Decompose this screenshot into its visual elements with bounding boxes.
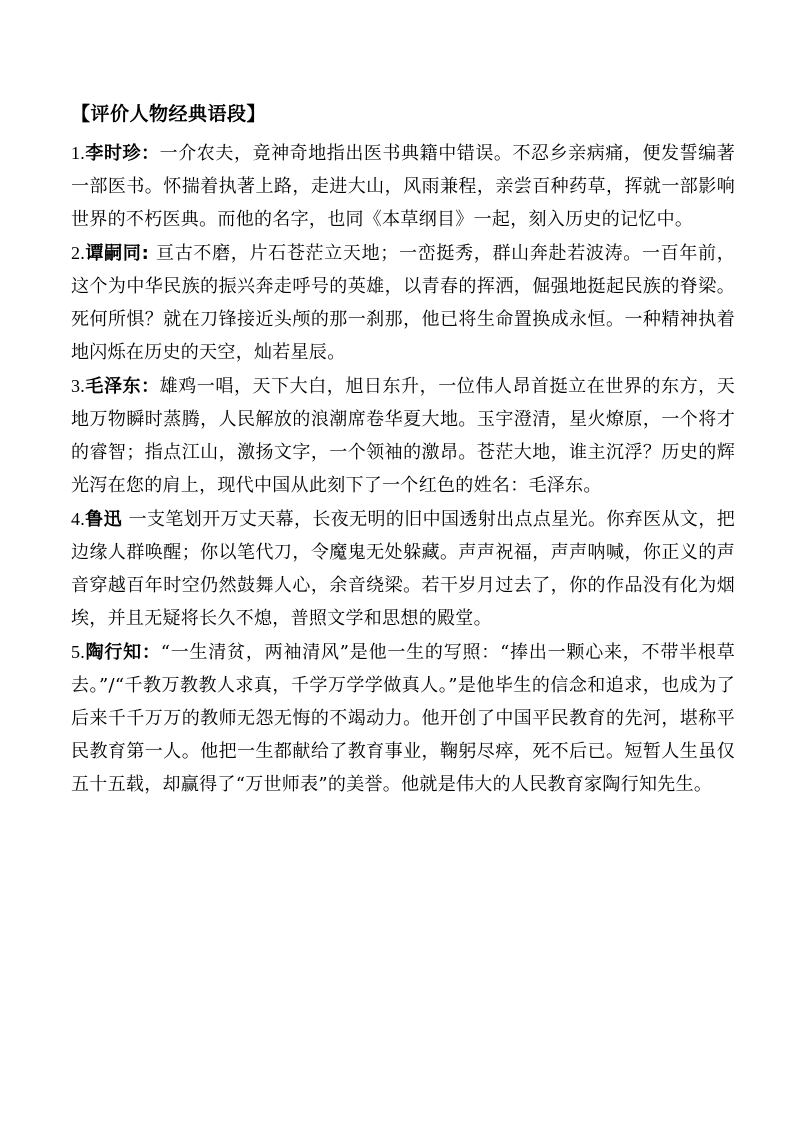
entry-name: 鲁迅 [85,509,122,530]
entry-separator [122,509,129,530]
entry-tan-sitong [71,237,735,369]
entry-number: 5. [71,642,86,662]
entry-mao-zedong [71,370,735,502]
entry-text: 一介农夫，竟神奇地指出医书典籍中错误。不忍乡亲病痛，便发誓编著一部医书。怀揣着执著上路，走进大山，风雨兼程，亲尝百种药草，挥就一部影响世界的不朽医典。而他的名字，也同《本草纲目》一起，刻入历史的记忆中。 [71,143,736,230]
entry-name: 谭嗣同 [85,243,142,264]
section-heading: 【评价人物经典语段】 [71,103,267,125]
entry-name: 陶行知 [85,642,142,663]
entry-separator: ： [141,143,160,164]
entry-lu-xun [71,503,735,635]
entry-text: 亘古不磨，片石苍茫立天地；一峦挺秀，群山奔赴若波涛。一百年前，这个为中华民族的振兴奔走呼号的英雄，以青春的挥洒，倔强地挺起民族的脊梁。死何所惧？就在刀锋接近头颅的那一刹那，他已将生命置换成永恒。一种精神执着地闪烁在历史的天空，灿若星辰。 [71,243,736,363]
entry-li-shizhen [71,137,735,236]
entry-text: 一支笔划开万丈天幕，长夜无明的旧中国透射出点点星光。你弃医从文，把边缘人群唤醒；你以笔代刀，令魔鬼无处躲藏。声声祝福，声声呐喊，你正义的声音穿越百年时空仍然鼓舞人心，余音绕梁。若干岁月过去了，你的作品没有化为烟埃，并且无疑将长久不熄，普照文学和思想的殿堂。 [71,509,735,629]
document-page [71,97,735,802]
entry-text: “一生清贫，两袖清风”是他一生的写照：“捧出一颗心来，不带半根草去。”/“千教万教教人求真，千学万学学做真人。”是他毕生的信念和追求，也成为了后来千千万万的教师无怨无悔的不竭动力。他开创了中国平民教育的先河，堪称平民教育第一人。他把一生都献给了教育事业，鞠躬尽瘁，死不后已。短暂人生虽仅五十五载，却赢得了“万世师表”的美誉。他就是伟大的人民教育家陶行知先生。 [71,642,735,795]
entry-number: 2. [71,243,86,263]
entry-name: 李时珍 [85,143,142,164]
entry-separator: ： [141,642,161,663]
entry-number: 3. [71,376,86,396]
entry-tao-xingzhi [71,636,735,801]
entry-separator: ： [141,376,160,397]
entry-name: 毛泽东 [85,376,142,397]
entry-separator: : [141,243,157,264]
entry-number: 4. [71,509,86,529]
entry-number: 1. [71,143,86,163]
entry-text: 雄鸡一唱，天下大白，旭日东升，一位伟人昂首挺立在世界的东方，天地万物瞬时蒸腾，人民解放的浪潮席卷华夏大地。玉宇澄清，星火燎原，一个将才的睿智；指点江山，激扬文字，一个领袖的激昂。苍茫大地，谁主沉浮？历史的辉光泻在您的肩上，现代中国从此刻下了一个红色的姓名：毛泽东。 [71,376,736,496]
